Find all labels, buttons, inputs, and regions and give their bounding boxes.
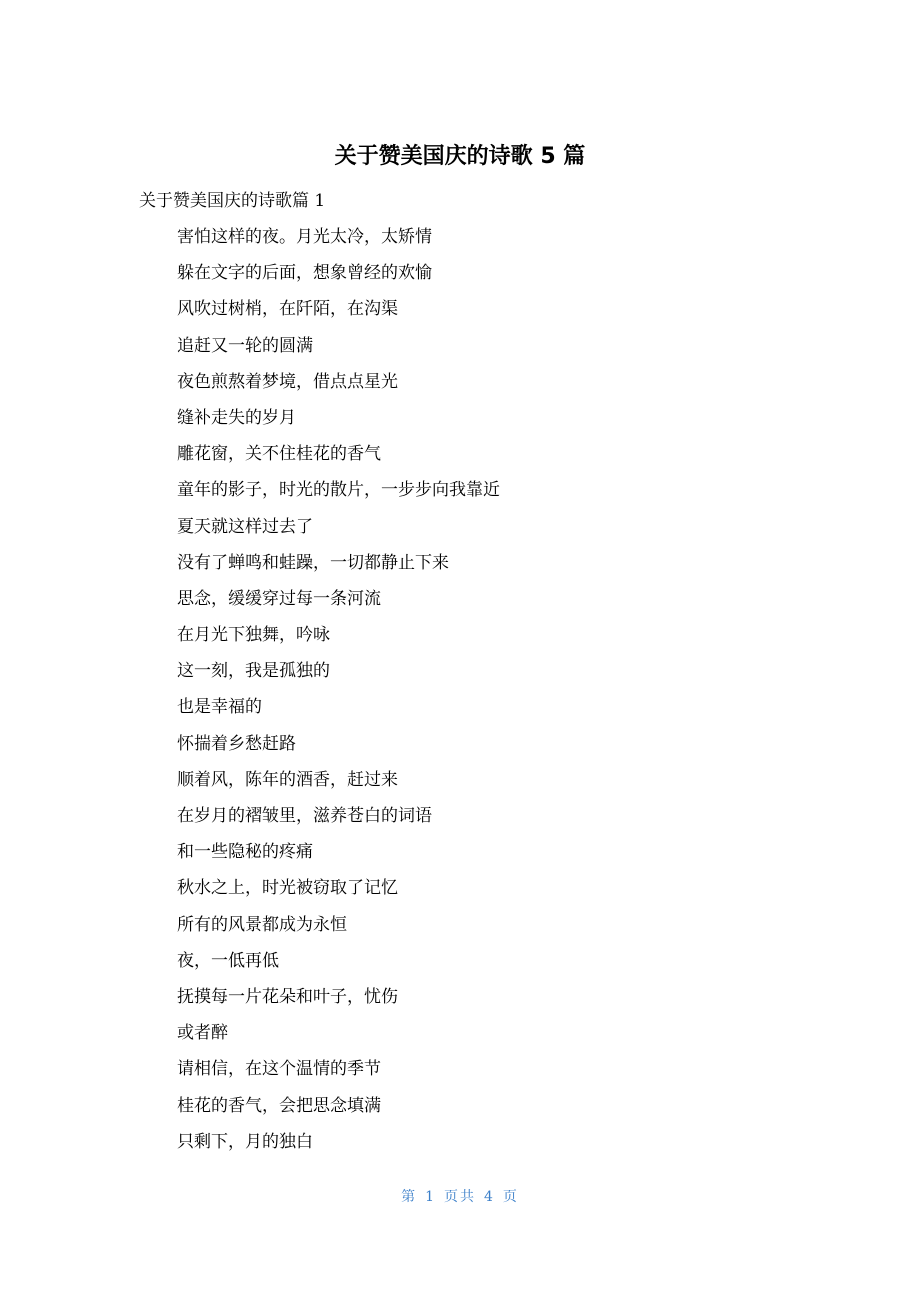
page-footer xyxy=(0,1186,920,1208)
poem-line: 也是幸福的 xyxy=(177,697,262,718)
poem-line: 抚摸每一片花朵和叶子，忧伤 xyxy=(177,986,398,1007)
poem-line: 夜，一低再低 xyxy=(177,950,279,971)
poem-line: 所有的风景都成为永恒 xyxy=(177,914,347,935)
poem-line: 害怕这样的夜。月光太冷，太矫情 xyxy=(177,227,432,247)
poem-line: 思念，缓缓穿过每一条河流 xyxy=(177,588,381,609)
poem-line: 在岁月的褶皱里，滋养苍白的词语 xyxy=(177,806,432,826)
poem-line: 秋水之上，时光被窃取了记忆 xyxy=(177,878,398,899)
poem-line: 风吹过树梢，在阡陌，在沟渠 xyxy=(177,299,398,320)
poem-line: 顺着风，陈年的酒香，赶过来 xyxy=(177,769,398,790)
poem-line: 这一刻，我是孤独的 xyxy=(177,661,330,682)
poem-line: 怀揣着乡愁赶路 xyxy=(177,733,296,754)
poem-line: 追赶又一轮的圆满 xyxy=(177,335,313,356)
poem-line: 夏天就这样过去了 xyxy=(177,516,313,537)
poem-line: 桂花的香气，会把思念填满 xyxy=(177,1095,381,1116)
poem-line: 和一些隐秘的疼痛 xyxy=(177,842,313,863)
poem-line: 没有了蝉鸣和蛙躁，一切都静止下来 xyxy=(177,552,449,573)
poem-line: 在月光下独舞，吟咏 xyxy=(177,625,330,646)
footer-total-pages: 4 xyxy=(484,1189,495,1205)
poem-line: 童年的影子，时光的散片，一步步向我靠近 xyxy=(177,480,500,501)
footer-prefix: 第 xyxy=(401,1189,418,1205)
footer-suffix: 页 xyxy=(502,1189,519,1205)
poem-line: 或者醉 xyxy=(177,1023,228,1044)
poem-line: 缝补走失的岁月 xyxy=(177,407,296,428)
footer-current-page: 1 xyxy=(425,1189,436,1205)
poem-line: 躲在文字的后面，想象曾经的欢愉 xyxy=(177,263,432,284)
poem-line: 雕花窗，关不住桂花的香气 xyxy=(177,444,381,465)
document-title: 关于赞美国庆的诗歌 5 篇 xyxy=(334,144,586,169)
footer-middle: 页共 xyxy=(444,1189,476,1205)
poem-body xyxy=(177,223,500,1164)
section-heading: 关于赞美国庆的诗歌篇 1 xyxy=(139,191,326,211)
poem-line: 请相信，在这个温情的季节 xyxy=(177,1059,381,1080)
poem-line: 只剩下，月的独白 xyxy=(177,1131,313,1152)
poem-line: 夜色煎熬着梦境，借点点星光 xyxy=(177,371,398,392)
